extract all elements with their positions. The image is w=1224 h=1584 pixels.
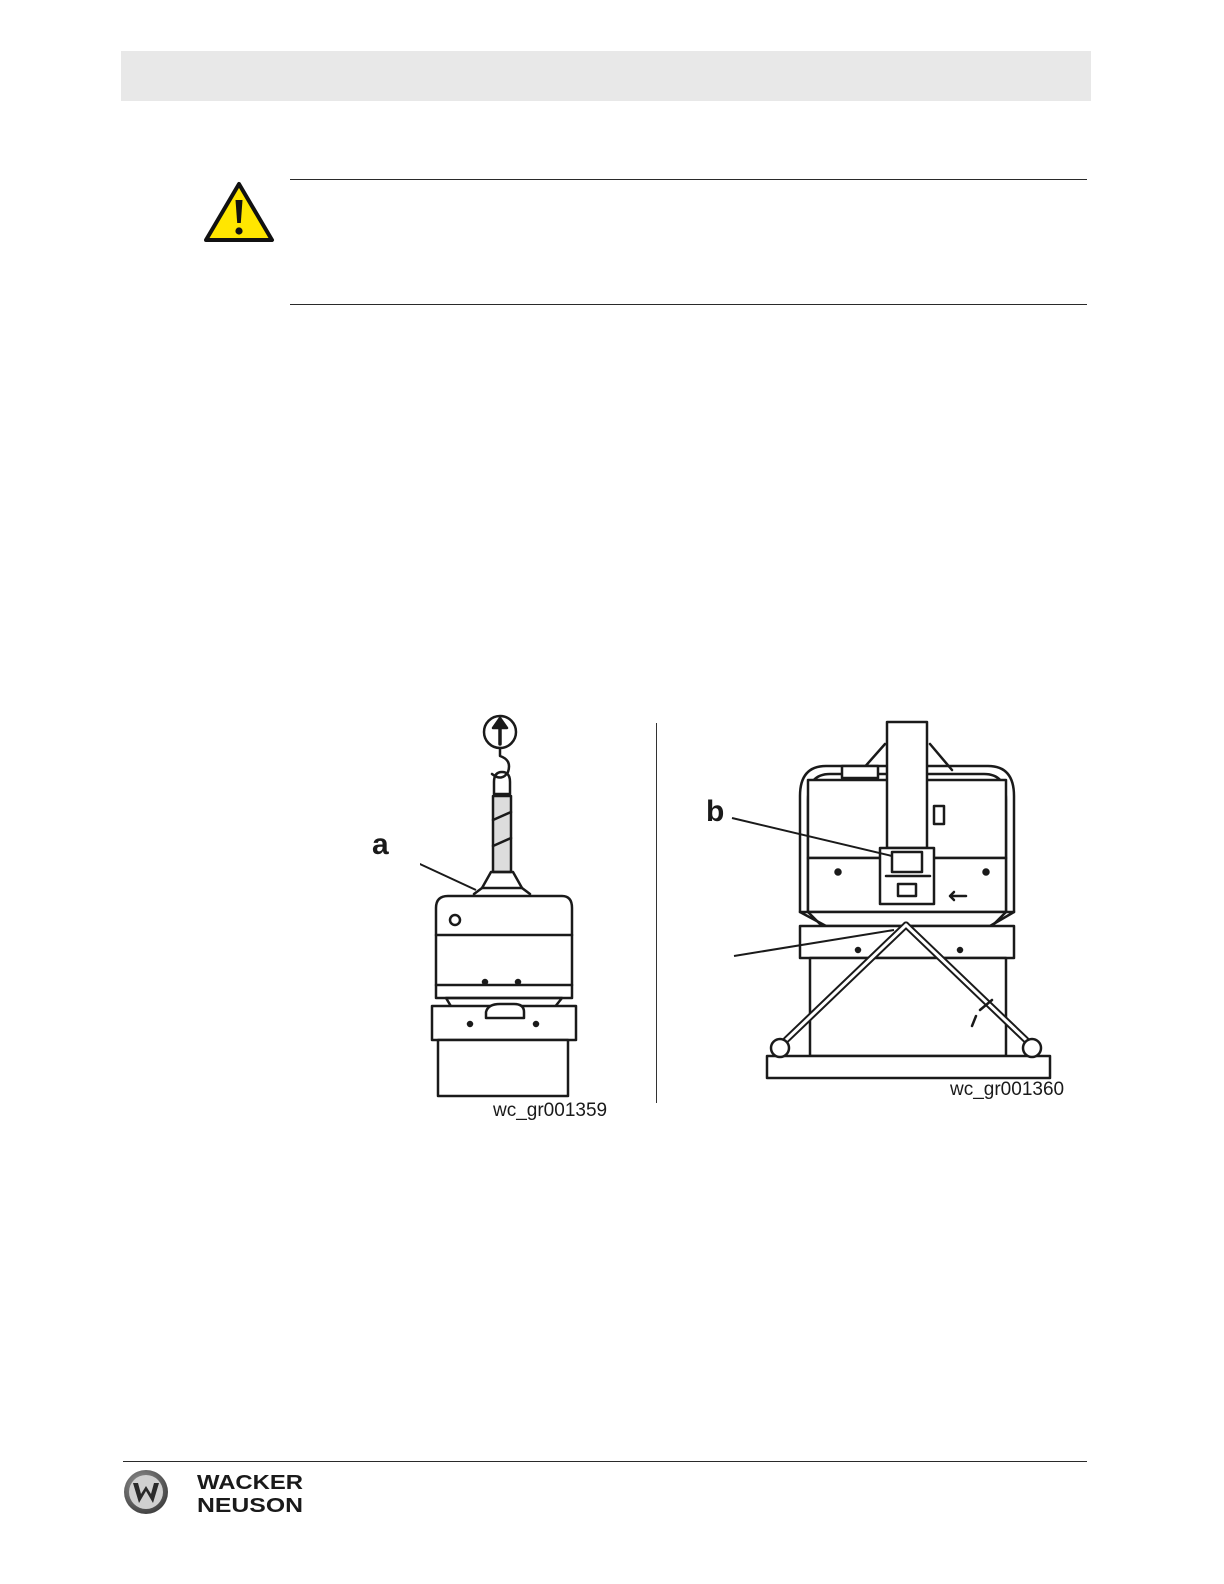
- figure-id-right: wc_gr001360: [950, 1079, 1065, 1100]
- page-header-band: [121, 51, 1091, 101]
- warning-triangle-icon: [203, 180, 275, 244]
- logo-line1: WACKER: [197, 1472, 304, 1494]
- wacker-neuson-w-logo-icon: [123, 1469, 169, 1515]
- figure-tie-down: [700, 712, 1080, 1092]
- figure-divider: [656, 723, 657, 1103]
- callout-label-b: b: [706, 795, 725, 828]
- warning-top-rule: [290, 179, 1087, 180]
- logo-line2: NEUSON: [197, 1495, 303, 1514]
- figure-id-left: wc_gr001359: [493, 1100, 608, 1121]
- figure-lifting-hook: [420, 712, 590, 1102]
- warning-bottom-rule: [290, 304, 1087, 305]
- wacker-neuson-wordmark: [197, 1470, 317, 1514]
- callout-label-a: a: [372, 828, 389, 861]
- footer-rule: [123, 1461, 1087, 1462]
